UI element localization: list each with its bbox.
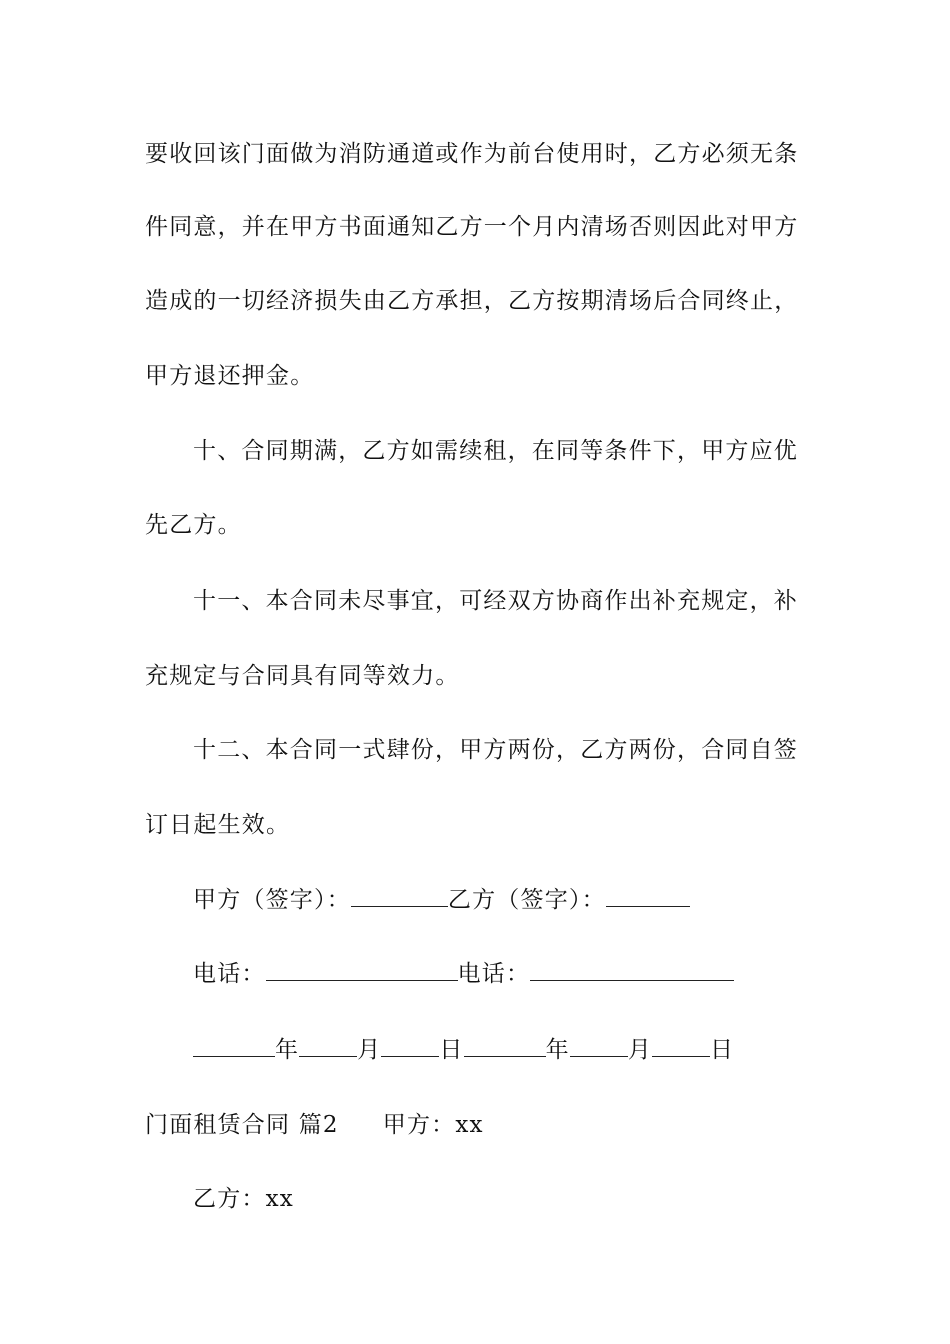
party-a-day-blank	[381, 1036, 439, 1057]
party-b-phone-label: 电话：	[457, 961, 531, 987]
section-2-party-b: 乙方：xx	[193, 1186, 294, 1212]
party-b-year-blank	[464, 1036, 546, 1057]
clause-11-line: 十一、本合同未尽事宜，可经双方协商作出补充规定，补	[193, 588, 798, 614]
party-b-signature-blank	[606, 886, 690, 907]
phone-row	[193, 959, 858, 989]
party-b-month-blank	[570, 1036, 628, 1057]
clause-11-continuation: 充规定与合同具有同等效力。	[145, 663, 460, 689]
party-a-signature-blank	[351, 886, 448, 907]
party-b-day-blank	[652, 1036, 710, 1057]
section-2-title: 门面租赁合同 篇2	[145, 1112, 339, 1138]
clause-10-line: 十、合同期满，乙方如需续租，在同等条件下，甲方应优	[193, 438, 798, 464]
party-a-year-label: 年	[275, 1037, 300, 1063]
party-a-year-blank	[193, 1036, 275, 1057]
paragraph-line: 要收回该门面做为消防通道或作为前台使用时，乙方必须无条	[145, 141, 799, 167]
party-b-phone-blank	[530, 960, 734, 981]
clause-12-continuation: 订日起生效。	[145, 812, 291, 838]
section-2-header-row	[145, 1110, 810, 1140]
party-b-month-label: 月	[627, 1037, 653, 1063]
party-b-day-label: 日	[710, 1037, 735, 1063]
paragraph-line: 件同意，并在甲方书面通知乙方一个月内清场否则因此对甲方	[145, 214, 799, 240]
party-b-signature-label: 乙方（签字）：	[447, 887, 606, 913]
party-b-year-label: 年	[545, 1037, 570, 1063]
party-a-signature-label: 甲方（签字）：	[193, 887, 351, 913]
party-a-month-blank	[299, 1036, 357, 1057]
date-row	[193, 1035, 858, 1065]
party-a-phone-label: 电话：	[193, 961, 266, 987]
party-a-day-label: 日	[439, 1037, 464, 1063]
party-a-month-label: 月	[357, 1037, 382, 1063]
paragraph-line: 甲方退还押金。	[145, 363, 315, 389]
party-a-phone-blank	[266, 960, 458, 981]
clause-10-continuation: 先乙方。	[145, 512, 242, 538]
paragraph-line: 造成的一切经济损失由乙方承担，乙方按期清场后合同终止，	[145, 288, 799, 314]
section-2-party-a: 甲方：xx	[382, 1112, 484, 1138]
signature-row	[193, 885, 858, 915]
clause-12-line: 十二、本合同一式肆份，甲方两份，乙方两份，合同自签	[193, 737, 798, 763]
